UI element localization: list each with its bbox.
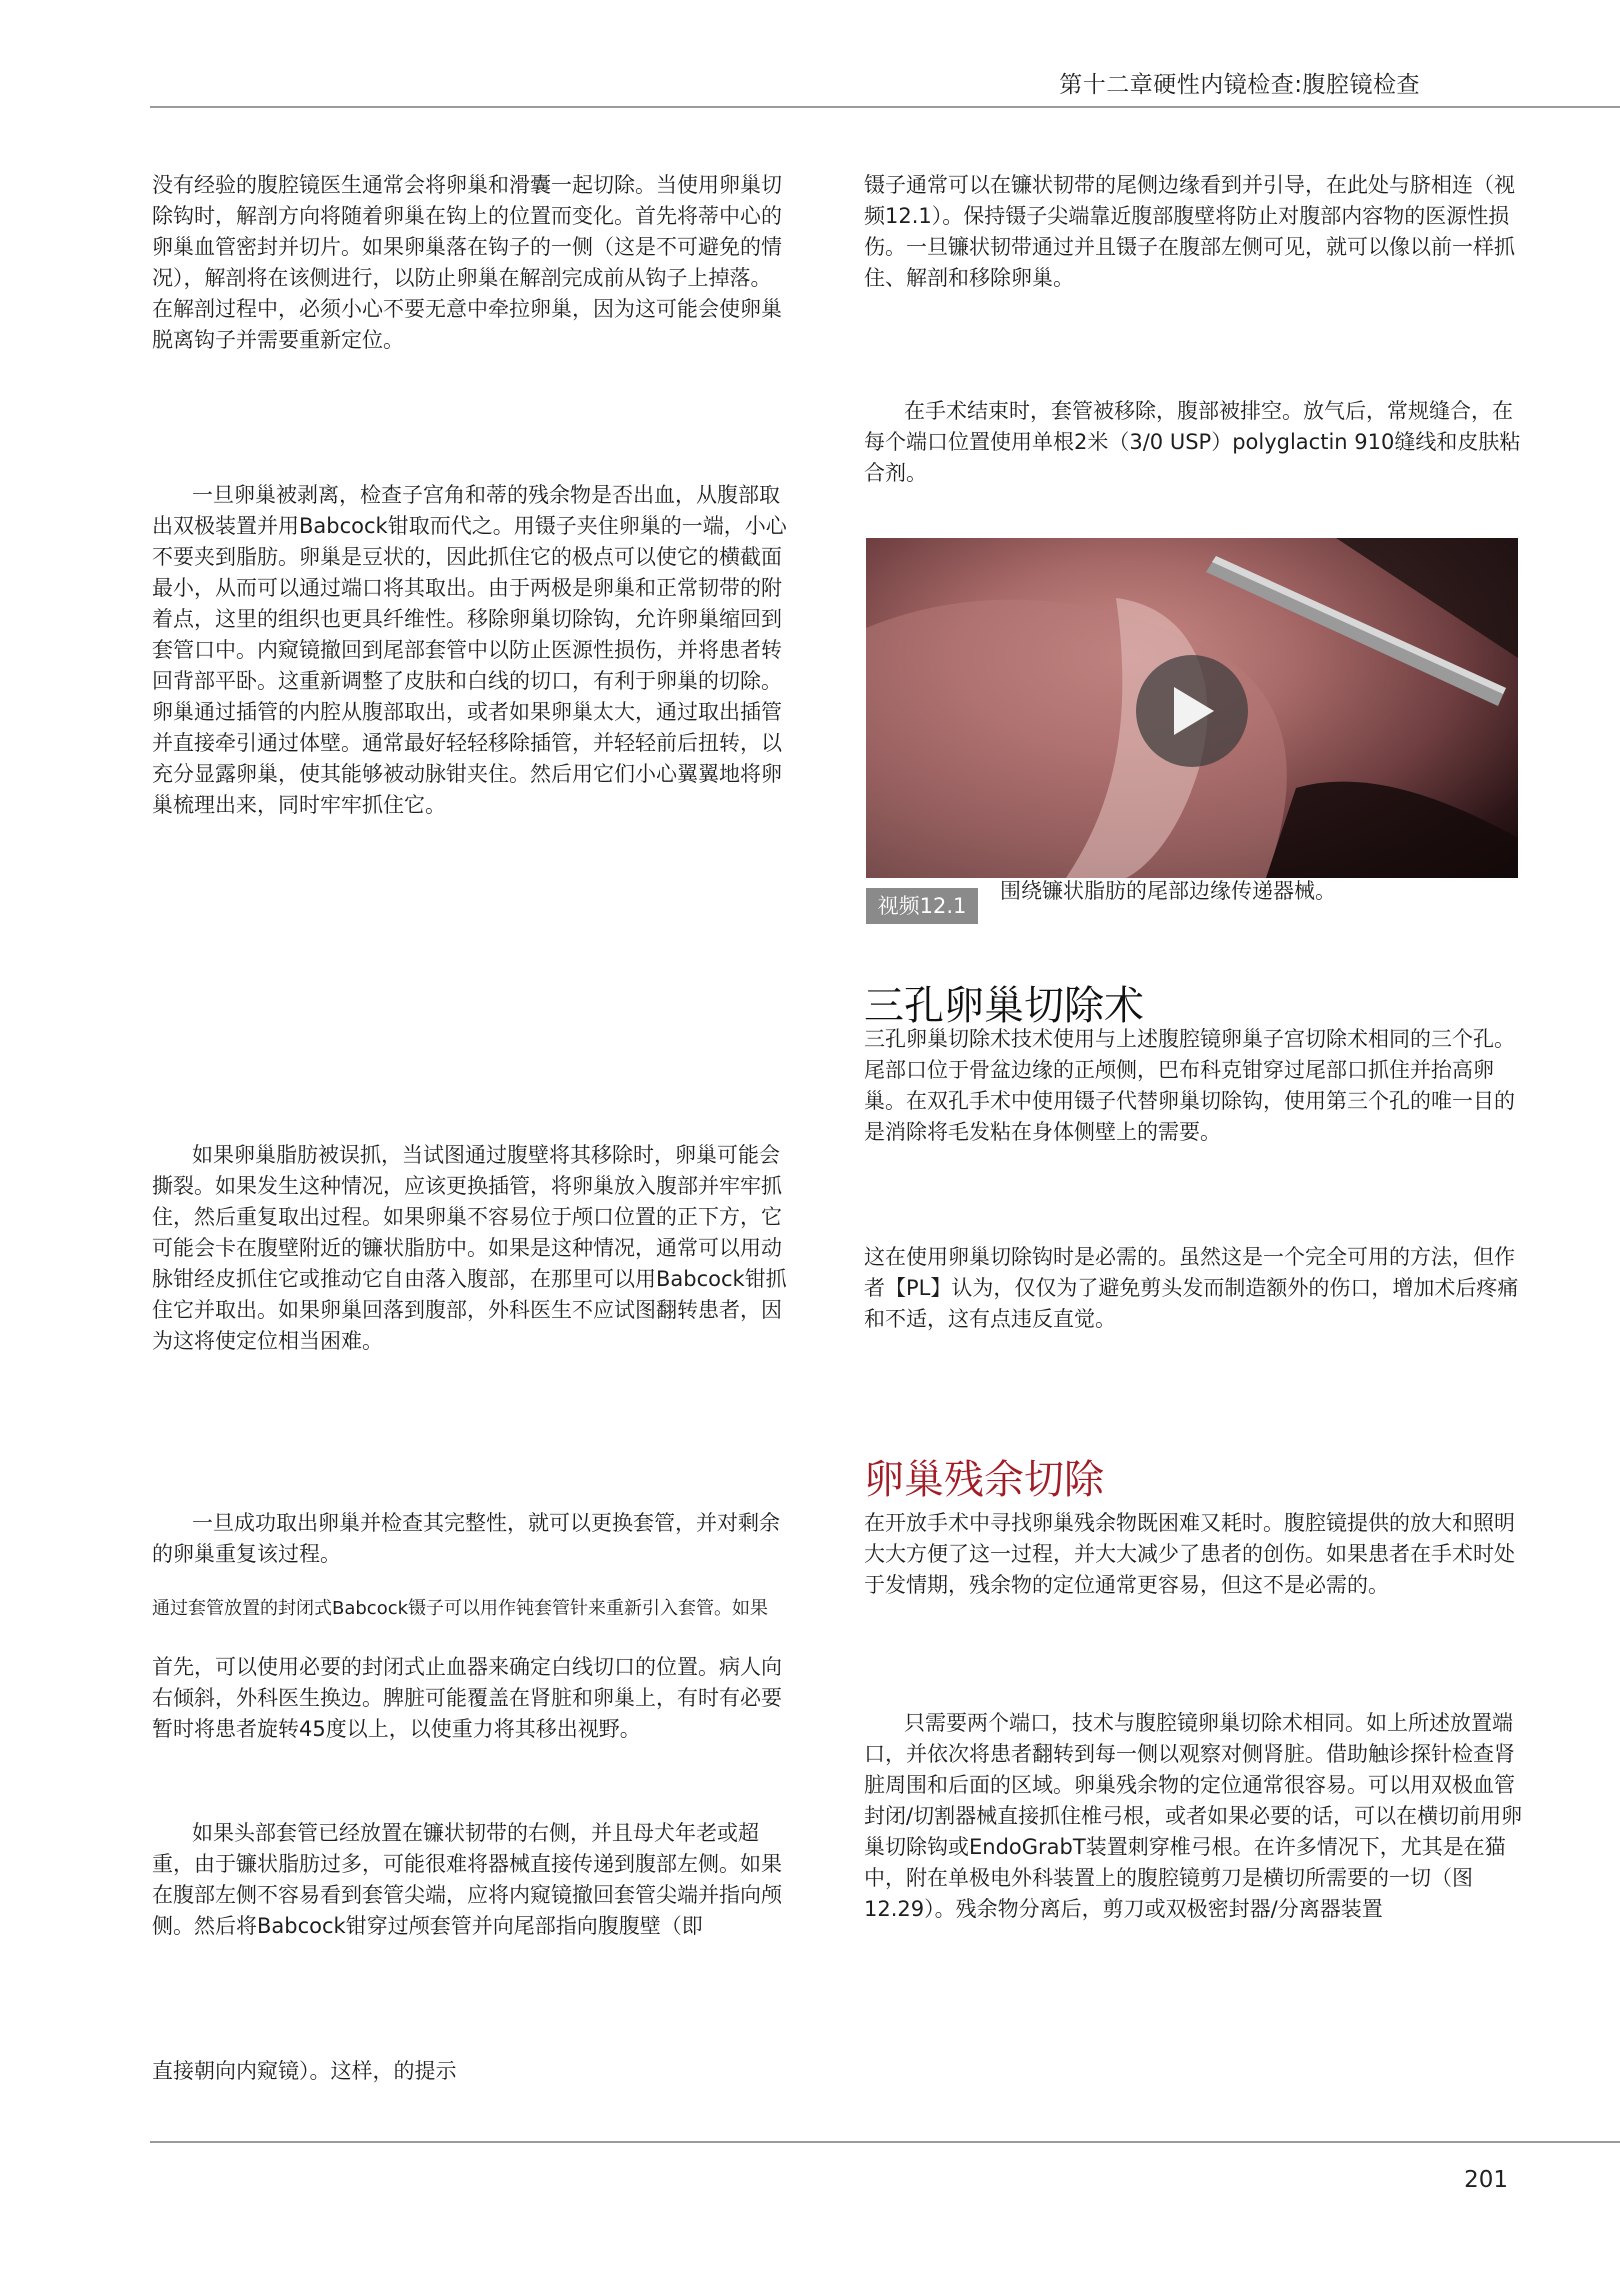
play-button[interactable] bbox=[1136, 655, 1248, 767]
left-paragraph-6: 首先，可以使用必要的封闭式止血器来确定白线切口的位置。病人向右倾斜，外科医生换边。脾脏可能覆盖在肾脏和卵巢上，有时有必要暂时将患者旋转45度以上，以使重力将其移出视野。 bbox=[152, 1655, 782, 1741]
left-paragraph-4: 一旦成功取出卵巢并检查其完整性，就可以更换套管，并对剩余的卵巢重复该过程。 bbox=[152, 1511, 780, 1566]
play-icon bbox=[1166, 683, 1218, 739]
video-label-tag: 视频12.1 bbox=[866, 888, 978, 924]
footer-rule bbox=[150, 2141, 1620, 2143]
left-paragraph-8: 直接朝向内窥镜）。这样，的提示 bbox=[152, 2059, 457, 2083]
page-number: 201 bbox=[1464, 2167, 1508, 2193]
right-paragraph-3: 三孔卵巢切除术技术使用与上述腹腔镜卵巢子宫切除术相同的三个孔。尾部口位于骨盆边缘的正颅侧，巴布科克钳穿过尾部口抓住并抬高卵巢。在双孔手术中使用镊子代替卵巢切除钩，使用第三个孔的唯一目的是消除将毛发粘在身体侧壁上的需要。 bbox=[864, 1027, 1515, 1144]
right-paragraph-5: 在开放手术中寻找卵巢残余物既困难又耗时。腹腔镜提供的放大和照明大大方便了这一过程，并大大减少了患者的创伤。如果患者在手术时处于发情期，残余物的定位通常更容易，但这不是必需的。 bbox=[864, 1511, 1515, 1597]
left-paragraph-7: 如果头部套管已经放置在镰状韧带的右侧，并且母犬年老或超重，由于镰状脂肪过多，可能很难将器械直接传递到腹部左侧。如果在腹部左侧不容易看到套管尖端，应将内窥镜撤回套管尖端并指向颅侧。然后将Babcock钳穿过颅套管并向尾部指向腹腹壁（即 bbox=[152, 1821, 782, 1938]
video-caption: 围绕镰状脂肪的尾部边缘传递器械。 bbox=[1000, 879, 1336, 903]
left-paragraph-2: 一旦卵巢被剥离，检查子宫角和蒂的残余物是否出血，从腹部取出双极装置并用Babcock钳取而代之。用镊子夹住卵巢的一端，小心不要夹到脂肪。卵巢是豆状的，因此抓住它的极点可以使它的横截面最小，从而可以通过端口将其取出。由于两极是卵巢和正常韧带的附着点，这里的组织也更具纤维性。移除卵巢切除钩，允许卵巢缩回到套管口中。内窥镜撤回到尾部套管中以防止医源性损伤，并将患者转回背部平卧。这重新调整了皮肤和白线的切口，有利于卵巢的切除。卵巢通过插管的内腔从腹部取出，或者如果卵巢太大，通过取出插管并直接牵引通过体壁。通常最好轻轻移除插管，并轻轻前后扭转，以充分显露卵巢，使其能够被动脉钳夹住。然后用它们小心翼翼地将卵巢梳理出来，同时牢牢抓住它。 bbox=[152, 483, 787, 817]
right-paragraph-1: 镊子通常可以在镰状韧带的尾侧边缘看到并引导，在此处与脐相连（视频12.1）。保持镊子尖端靠近腹部腹壁将防止对腹部内容物的医源性损伤。一旦镰状韧带通过并且镊子在腹部左侧可见，就可以像以前一样抓住、解剖和移除卵巢。 bbox=[864, 173, 1515, 290]
section-heading-ovarian-remnant: 卵巢残余切除 bbox=[864, 1457, 1104, 1503]
left-paragraph-3: 如果卵巢脂肪被误抓，当试图通过腹壁将其移除时，卵巢可能会撕裂。如果发生这种情况，应该更换插管，将卵巢放入腹部并牢牢抓住，然后重复取出过程。如果卵巢不容易位于颅口位置的正下方，它可能会卡在腹壁附近的镰状脂肪中。如果是这种情况，通常可以用动脉钳经皮抓住它或推动它自由落入腹部，在那里可以用Babcock钳抓住它并取出。如果卵巢回落到腹部，外科医生不应试图翻转患者，因为这将使定位相当困难。 bbox=[152, 1143, 787, 1353]
section-heading-three-port: 三孔卵巢切除术 bbox=[864, 983, 1144, 1029]
left-paragraph-1: 没有经验的腹腔镜医生通常会将卵巢和滑囊一起切除。当使用卵巢切除钩时，解剖方向将随着卵巢在钩上的位置而变化。首先将蒂中心的卵巢血管密封并切片。如果卵巢落在钩子的一侧（这是不可避免的情况），解剖将在该侧进行，以防止卵巢在解剖完成前从钩子上掉落。在解剖过程中，必须小心不要无意中牵拉卵巢，因为这可能会使卵巢脱离钩子并需要重新定位。 bbox=[152, 173, 782, 352]
right-paragraph-6: 只需要两个端口，技术与腹腔镜卵巢切除术相同。如上所述放置端口，并依次将患者翻转到每一侧以观察对侧肾脏。借助触诊探针检查肾脏周围和后面的区域。卵巢残余物的定位通常很容易。可以用双极血管封闭/切割器械直接抓住椎弓根，或者如果必要的话，可以在横切前用卵巢切除钩或EndoGrabT装置刺穿椎弓根。在许多情况下，尤其是在猫中，附在单极电外科装置上的腹腔镜剪刀是横切所需要的一切（图12.29）。残余物分离后，剪刀或双极密封器/分离器装置 bbox=[864, 1711, 1523, 1921]
chapter-title: 第十二章硬性内镜检查:腹腔镜检查 bbox=[1059, 72, 1420, 98]
right-paragraph-4: 这在使用卵巢切除钩时是必需的。虽然这是一个完全可用的方法，但作者【PL】认为，仅仅为了避免剪头发而制造额外的伤口，增加术后疼痛和不适，这有点违反直觉。 bbox=[864, 1245, 1519, 1331]
header-rule bbox=[150, 106, 1620, 108]
right-paragraph-2: 在手术结束时，套管被移除，腹部被排空。放气后，常规缝合，在每个端口位置使用单根2米（3/0 USP）polyglactin 910缝线和皮肤粘合剂。 bbox=[864, 399, 1521, 485]
left-paragraph-5: 通过套管放置的封闭式Babcock镊子可以用作钝套管针来重新引入套管。如果 bbox=[152, 1598, 769, 1619]
